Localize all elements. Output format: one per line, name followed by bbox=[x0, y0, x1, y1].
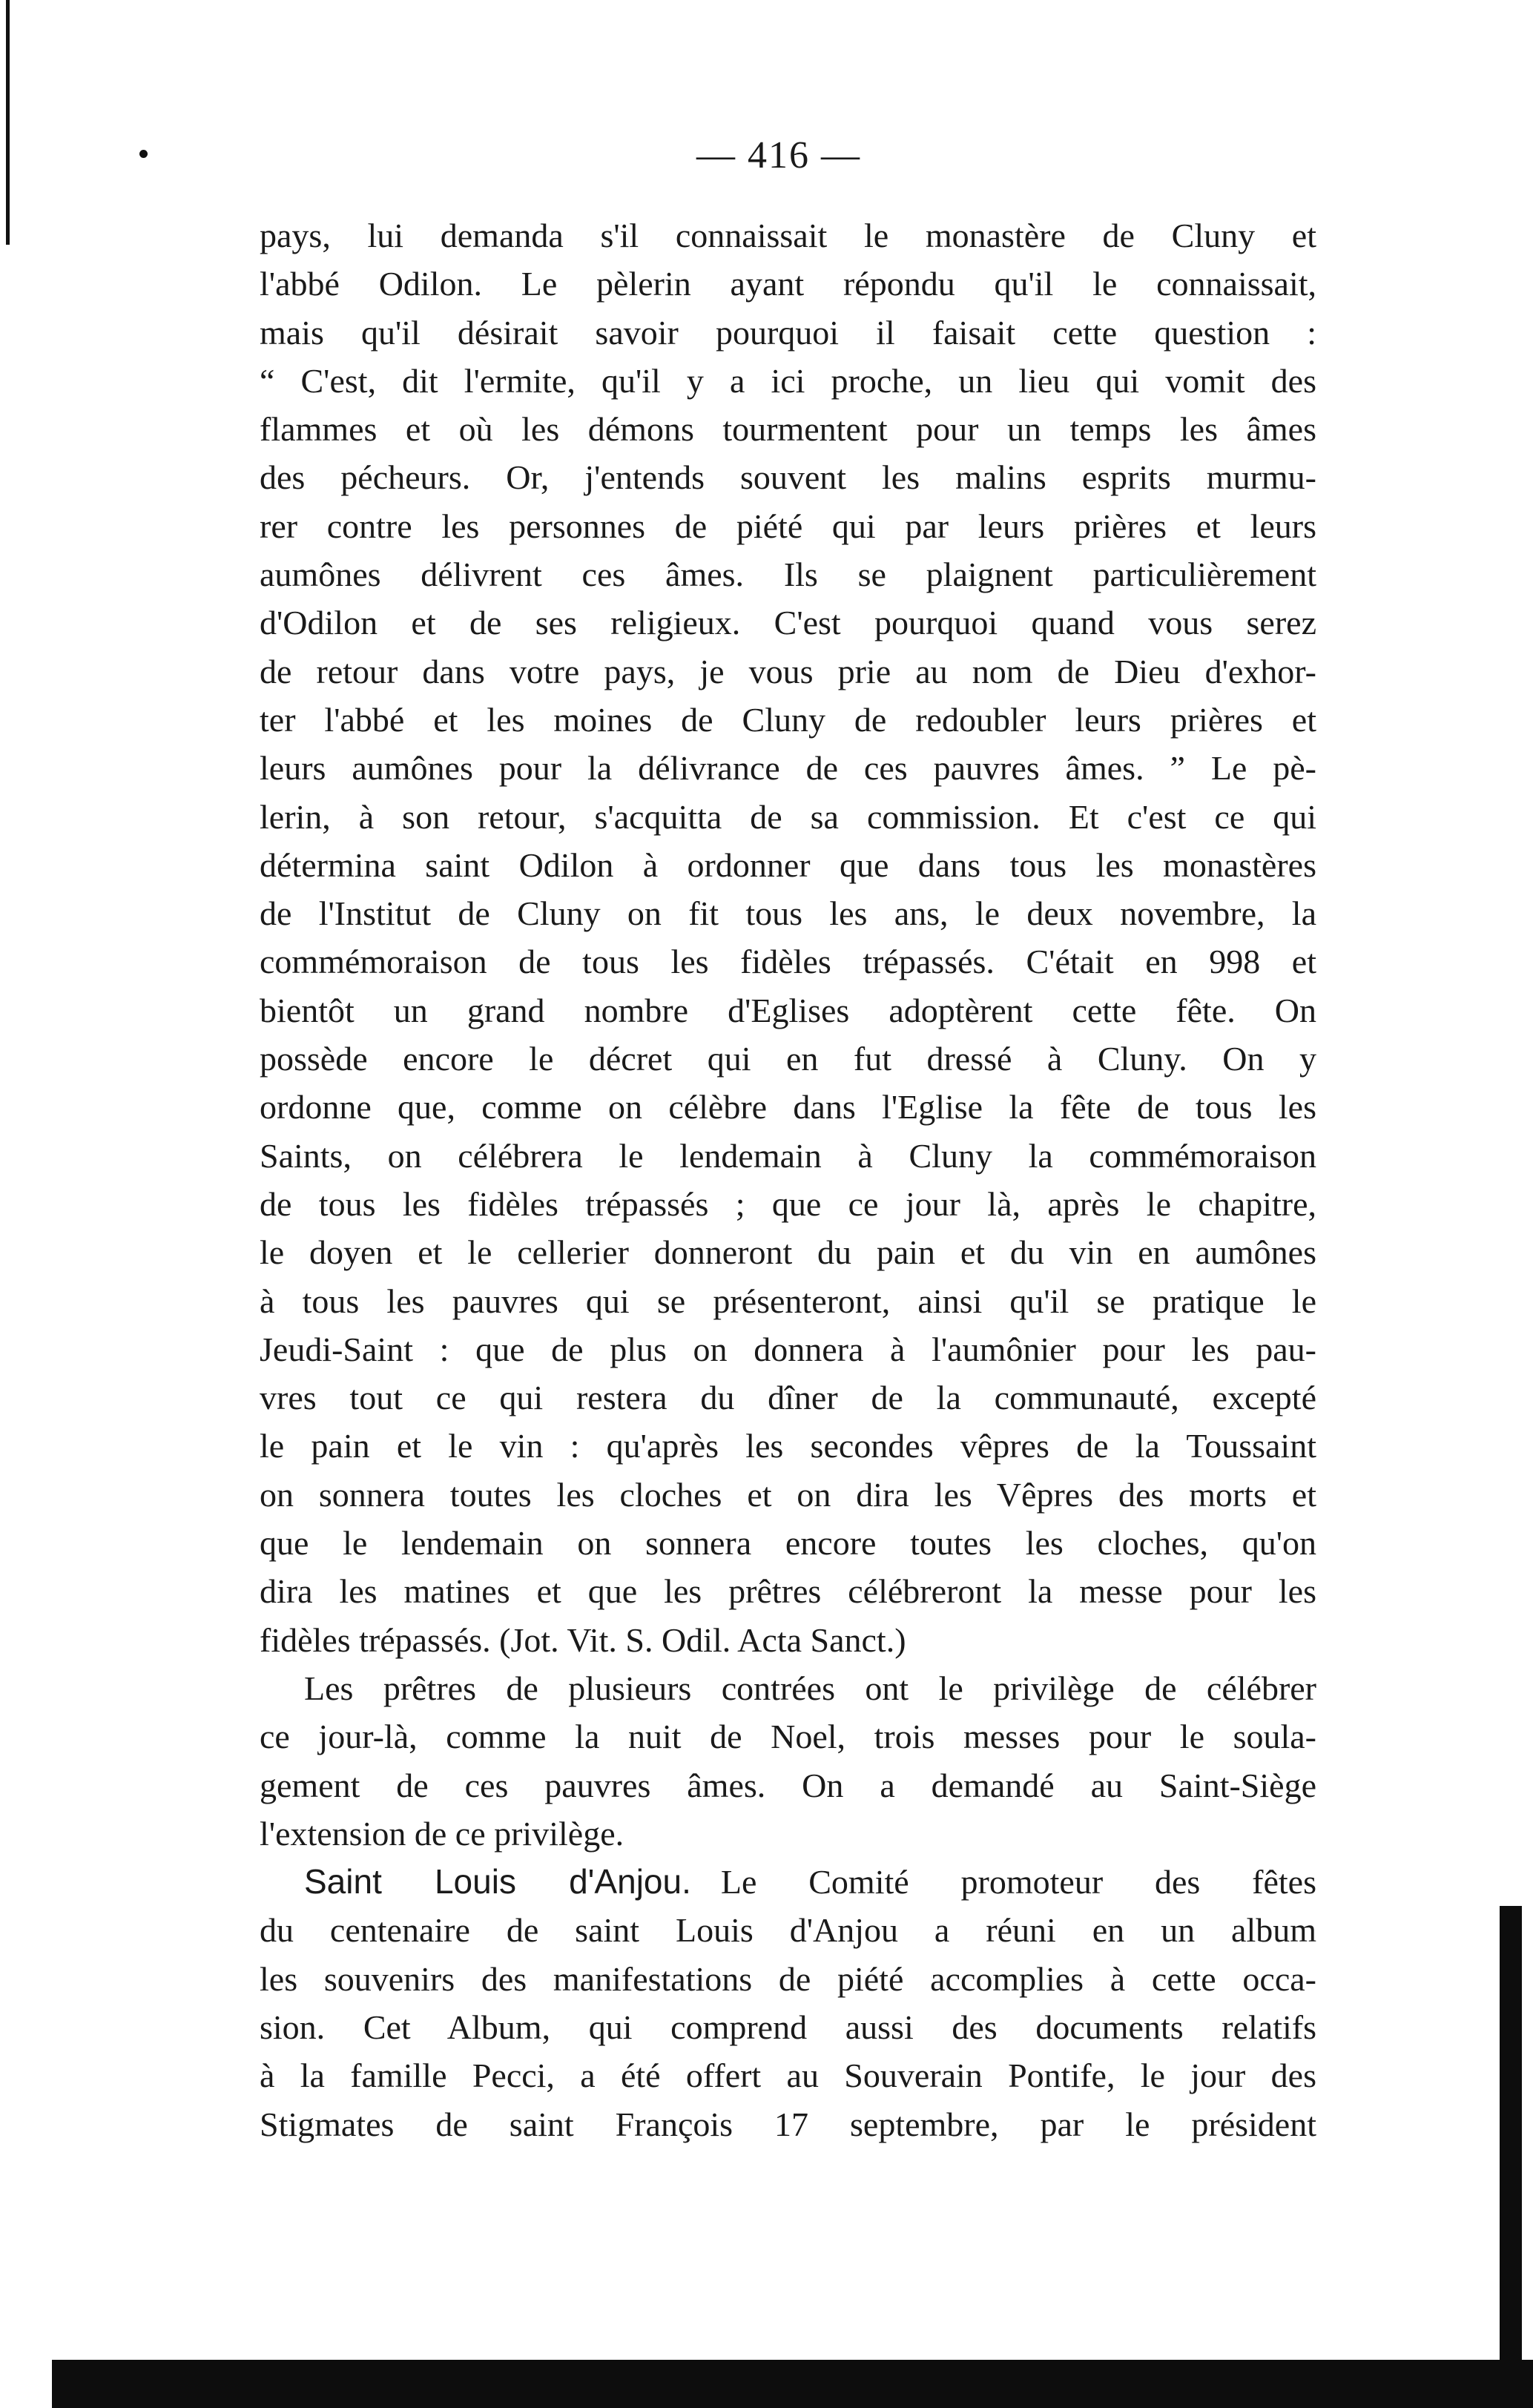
text-line: Les prêtres de plusieurs contrées ont le privilège de célébrer bbox=[304, 1669, 1316, 1707]
page-number: — 416 — bbox=[696, 134, 861, 177]
text-line: que le lendemain on sonnera encore toutes les cloches, qu'on bbox=[260, 1524, 1316, 1563]
paragraph-saint-louis bbox=[260, 1858, 1316, 2148]
paragraph-cluny bbox=[260, 211, 1316, 1664]
text-line: de tous les fidèles trépassés ; que ce jour là, après le chapitre, bbox=[260, 1184, 1316, 1223]
text-line: leurs aumônes pour la délivrance de ces pauvres âmes. ” Le pè- bbox=[260, 749, 1316, 788]
text-line: détermina saint Odilon à ordonner que dans tous les monastères bbox=[260, 845, 1316, 884]
text-line: à la famille Pecci, a été offert au Souverain Pontife, le jour des bbox=[260, 2056, 1316, 2095]
text-line: à tous les pauvres qui se présenteront, ainsi qu'il se pratique le bbox=[260, 1281, 1316, 1320]
text-line: rer contre les personnes de piété qui par leurs prières et leurs bbox=[260, 507, 1316, 545]
text-line bbox=[260, 1858, 1316, 1906]
text-line: le pain et le vin : qu'après les secondes vêpres de la Toussaint bbox=[260, 1427, 1316, 1465]
text-line: mais qu'il désirait savoir pourquoi il faisait cette question : bbox=[260, 313, 1316, 352]
text-line: on sonnera toutes les cloches et on dira les Vêpres des morts et bbox=[260, 1475, 1316, 1514]
scan-edge-shadow-bottom bbox=[52, 2360, 1533, 2408]
text-line-rest: Le Comité promoteur des fêtes bbox=[720, 1863, 1316, 1901]
text-line: ordonne que, comme on célèbre dans l'Eglise la fête de tous les bbox=[260, 1088, 1316, 1127]
text-line: pays, lui demanda s'il connaissait le monastère de Cluny et bbox=[260, 217, 1316, 254]
text-line: gement de ces pauvres âmes. On a demandé au Saint-Siège bbox=[260, 1766, 1316, 1804]
scan-edge-shadow-right bbox=[1500, 1906, 1522, 2360]
text-line: le doyen et le cellerier donneront du pain et du vin en aumônes bbox=[260, 1233, 1316, 1272]
scan-dot bbox=[139, 150, 148, 158]
text-line: de l'Institut de Cluny on fit tous les ans, le deux novembre, la bbox=[260, 894, 1316, 933]
text-line: Jeudi-Saint : que de plus on donnera à l'aumônier pour les pau- bbox=[260, 1330, 1316, 1368]
text-line: les souvenirs des manifestations de piété accomplies à cette occa- bbox=[260, 1959, 1316, 1998]
text-line: bientôt un grand nombre d'Eglises adoptèrent cette fête. On bbox=[260, 991, 1316, 1029]
text-line: sion. Cet Album, qui comprend aussi des documents relatifs bbox=[260, 2008, 1316, 2046]
text-line: de retour dans votre pays, je vous prie au nom de Dieu d'exhor- bbox=[260, 652, 1316, 690]
body-text bbox=[260, 211, 1316, 2148]
text-line: Saints, on célébrera le lendemain à Cluny la commémoraison bbox=[260, 1136, 1316, 1175]
text-line: flammes et où les démons tourmentent pour un temps les âmes bbox=[260, 410, 1316, 449]
text-line: aumônes délivrent ces âmes. Ils se plaignent particulièrement bbox=[260, 555, 1316, 594]
paragraph-privilege bbox=[260, 1664, 1316, 1858]
text-line: l'extension de ce privilège. bbox=[260, 1814, 624, 1853]
text-line: possède encore le décret qui en fut dressé à Cluny. On y bbox=[260, 1040, 1316, 1078]
text-line: “ C'est, dit l'ermite, qu'il y a ici proche, un lieu qui vomit des bbox=[260, 361, 1316, 400]
section-heading: Saint Louis d'Anjou. bbox=[304, 1862, 691, 1901]
text-line: ter l'abbé et les moines de Cluny de redoubler leurs prières et bbox=[260, 700, 1316, 739]
text-line: du centenaire de saint Louis d'Anjou a réuni en un album bbox=[260, 1911, 1316, 1950]
text-line: des pécheurs. Or, j'entends souvent les malins esprits murmu- bbox=[260, 458, 1316, 497]
text-line: Stigmates de saint François 17 septembre, par le président bbox=[260, 2105, 1316, 2143]
scan-edge-rule bbox=[6, 0, 10, 245]
text-line: ce jour-là, comme la nuit de Noel, trois messes pour le soula- bbox=[260, 1718, 1316, 1756]
text-line: d'Odilon et de ses religieux. C'est pourquoi quand vous serez bbox=[260, 604, 1316, 642]
text-line: l'abbé Odilon. Le pèlerin ayant répondu qu'il le connaissait, bbox=[260, 265, 1316, 303]
text-line: commémoraison de tous les fidèles trépassés. C'était en 998 et bbox=[260, 943, 1316, 981]
text-line: dira les matines et que les prêtres célébreront la messe pour les bbox=[260, 1572, 1316, 1611]
text-line: lerin, à son retour, s'acquitta de sa commission. Et c'est ce qui bbox=[260, 797, 1316, 836]
text-line: vres tout ce qui restera du dîner de la communauté, excepté bbox=[260, 1379, 1316, 1417]
text-line: fidèles trépassés. (Jot. Vit. S. Odil. Acta Sanct.) bbox=[260, 1620, 906, 1659]
